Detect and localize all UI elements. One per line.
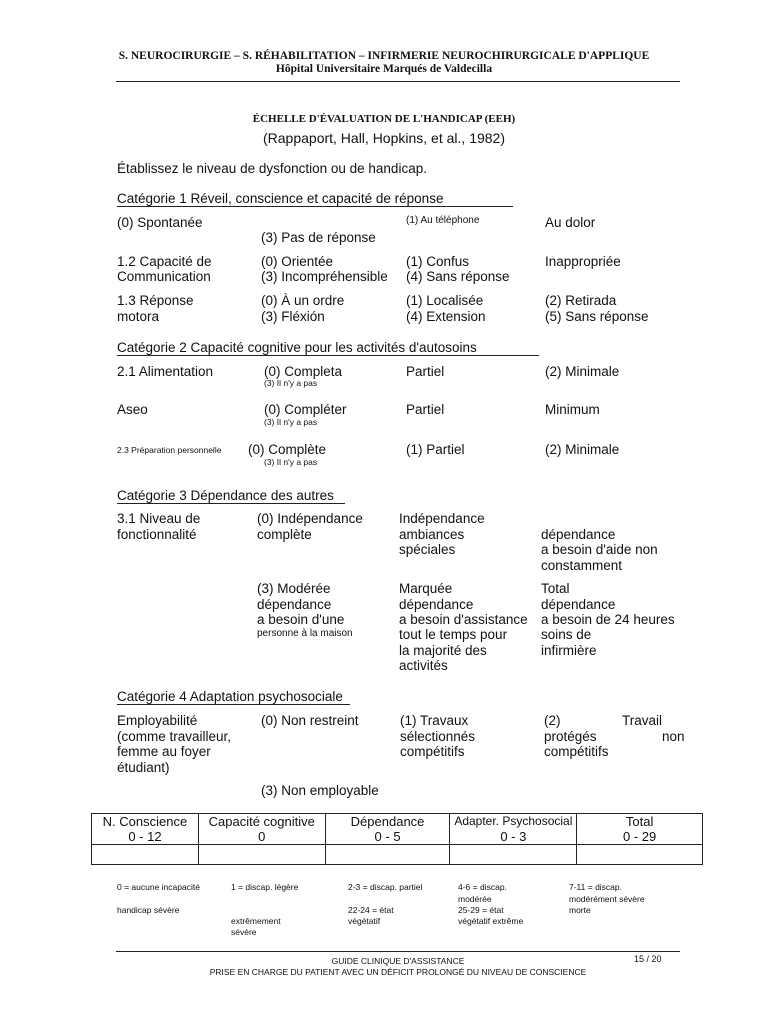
legend-11: 25-29 = état <box>458 905 504 915</box>
c3-b-3: spéciales <box>399 542 456 557</box>
c1-r3-c2: (5) Sans réponse <box>545 309 649 324</box>
c2-r1-a-sub: (3) Il n'y a pas <box>264 378 318 388</box>
c1-r2-a2: (3) Incompréhensible <box>261 269 388 284</box>
c4-label-2: (comme travailleur, <box>117 729 232 744</box>
category-1-underline <box>117 206 513 207</box>
c2-r3-label: 2.3 Préparation personnelle <box>117 445 222 455</box>
c4-c2a: protégés <box>544 729 597 744</box>
c2-r2-a: (0) Compléter <box>264 402 347 417</box>
c1-r3-label-1: 1.3 Réponse <box>117 293 194 308</box>
header-line-2: Hôpital Universitaire Marqués de Valdecilla <box>275 63 493 75</box>
c3-e-1: Marquée <box>399 581 453 596</box>
totals-header: Capacité cognitive <box>208 814 315 829</box>
category-3-heading: Catégorie 3 Dépendance des autres <box>117 488 334 503</box>
c2-r1-a: (0) Completa <box>264 364 343 379</box>
legend-4: extrêmement <box>231 916 281 926</box>
legend-10: modérée <box>458 894 492 904</box>
c2-r3-c: (2) Minimale <box>545 442 620 457</box>
totals-cell-total <box>577 814 703 845</box>
c4-a: (0) Non restreint <box>261 713 359 728</box>
c1-r1-c1: (0) Spontanée <box>117 215 203 230</box>
c3-e-3: a besoin d'assistance <box>399 612 528 627</box>
c4-c3: compétitifs <box>544 744 609 759</box>
c1-r2-b1: (1) Confus <box>406 254 470 269</box>
score-cell[interactable] <box>198 845 325 865</box>
c3-e-6: activités <box>399 658 448 673</box>
score-cell[interactable] <box>92 845 199 865</box>
c3-b-1: Indépendance <box>399 511 485 526</box>
intro-text: Établissez le niveau de dysfonction ou de handicap. <box>117 161 427 176</box>
c2-r2-label: Aseo <box>117 402 148 417</box>
header-line-1: S. NEUROCIRURGIE – S. RÉHABILITATION – INFIRMERIE NEUROCHIRURGICALE D'APPLIQUE <box>118 50 650 62</box>
c2-r3-b: (1) Partiel <box>406 442 465 457</box>
c1-r2-c1: Inappropriée <box>545 254 621 269</box>
legend-12: végétatif extrême <box>458 916 524 926</box>
c3-f-5: infirmière <box>541 643 597 658</box>
totals-header: N. Conscience <box>102 814 188 829</box>
c2-r3-a-sub: (3) Il n'y a pas <box>264 457 318 467</box>
totals-header: Dépendance <box>350 814 425 829</box>
c4-d: (3) Non employable <box>261 783 379 798</box>
totals-cell-cognitive <box>198 814 325 845</box>
footer-rule <box>116 951 680 952</box>
c1-r3-label-2: motora <box>117 309 160 324</box>
c2-r1-label: 2.1 Alimentation <box>117 364 214 379</box>
legend-6: 2-3 = discap. partiel <box>348 882 423 892</box>
c4-b-2: sélectionnés <box>400 729 476 744</box>
legend-1: 0 = aucune incapacité <box>117 882 200 892</box>
score-cell[interactable] <box>577 845 703 865</box>
c3-c-3: constamment <box>541 558 623 573</box>
c1-r2-label-2: Communication <box>117 269 211 284</box>
c4-c1a: (2) <box>544 713 561 728</box>
legend-8: végétatif <box>348 916 381 926</box>
c4-b-1: (1) Travaux <box>400 713 469 728</box>
c2-r2-a-sub: (3) Il n'y a pas <box>264 417 318 427</box>
c3-b-2: ambiances <box>399 527 465 542</box>
c3-d-3: a besoin d'une <box>257 612 345 627</box>
c4-c2b: non <box>662 729 685 744</box>
c4-c1b: Travail <box>622 713 663 728</box>
c4-label-4: étudiant) <box>117 760 170 775</box>
c3-d-1: (3) Modérée <box>257 581 331 596</box>
header-rule <box>116 81 680 82</box>
totals-header: Adapter. Psychosocial <box>454 814 573 828</box>
c1-r1-c3: (1) Au téléphone <box>406 215 480 226</box>
category-4-heading: Catégorie 4 Adaptation psychosociale <box>117 689 343 704</box>
c3-e-4: tout le temps pour <box>399 627 508 642</box>
c1-r1-c2: (3) Pas de réponse <box>261 230 376 245</box>
totals-cell-conscience <box>92 814 199 845</box>
c3-d-2: dépendance <box>257 597 332 612</box>
c2-r2-b: Partiel <box>406 402 445 417</box>
legend-3: 1 = discap. légère <box>231 882 299 892</box>
c1-r3-b2: (4) Extension <box>406 309 486 324</box>
footer-line-2: PRISE EN CHARGE DU PATIENT AVEC UN DÉFICIT PROLONGÉ DU NIVEAU DE CONSCIENCE <box>209 967 587 977</box>
c2-r1-b: Partiel <box>406 364 445 379</box>
legend-7: 22-24 = état <box>348 905 394 915</box>
c1-r3-a1: (0) À un ordre <box>261 293 345 308</box>
c3-label-1: 3.1 Niveau de <box>117 511 201 526</box>
totals-cell-dependance <box>325 814 450 845</box>
document-title: ÉCHELLE D'ÉVALUATION DE L'HANDICAP (EEH) <box>252 113 516 125</box>
c3-a-2: complète <box>257 527 312 542</box>
c3-a-1: (0) Indépendance <box>257 511 363 526</box>
legend-14: modérément sévère <box>569 894 645 904</box>
c3-f-3: a besoin de 24 heures <box>541 612 675 627</box>
c3-f-4: soins de <box>541 627 592 642</box>
legend-9: 4-6 = discap. <box>458 882 507 892</box>
category-4-underline <box>117 704 350 705</box>
c1-r3-b1: (1) Localisée <box>406 293 484 308</box>
c3-f-1: Total <box>541 581 570 596</box>
legend-2: handicap sévère <box>117 905 180 915</box>
c1-r2-b2: (4) Sans réponse <box>406 269 510 284</box>
score-cell[interactable] <box>450 845 577 865</box>
category-3-underline <box>117 503 345 504</box>
totals-range: 0 <box>258 829 266 844</box>
page-number: 15 / 20 <box>634 954 662 964</box>
footer-line-1: GUIDE CLINIQUE D'ASSISTANCE <box>331 956 465 966</box>
c4-label-1: Employabilité <box>117 713 198 728</box>
c4-b-3: compétitifs <box>400 744 465 759</box>
c2-r3-a: (0) Complète <box>248 442 327 457</box>
totals-range: 0 - 3 <box>500 829 527 844</box>
legend-5: sévère <box>231 927 257 937</box>
totals-header: Total <box>625 814 654 829</box>
legend-13: 7-11 = discap. <box>569 882 623 892</box>
document-subtitle: (Rappaport, Hall, Hopkins, et al., 1982) <box>262 130 505 146</box>
c1-r3-a2: (3) Fléxión <box>261 309 325 324</box>
c4-label-3: femme au foyer <box>117 744 211 759</box>
category-2-underline <box>117 355 539 356</box>
c1-r1-c4: Au dolor <box>545 215 596 230</box>
totals-range: 0 - 5 <box>374 829 401 844</box>
c3-c-2: a besoin d'aide non <box>541 542 658 557</box>
c2-r2-c: Minimum <box>545 402 600 417</box>
legend-15: morte <box>569 905 591 915</box>
category-2-heading: Catégorie 2 Capacité cognitive pour les activités d'autosoins <box>117 340 477 355</box>
totals-range: 0 - 29 <box>623 829 657 844</box>
c1-r2-label-1: 1.2 Capacité de <box>117 254 212 269</box>
c3-label-2: fonctionnalité <box>117 527 197 542</box>
c3-d-sub: personne à la maison <box>257 628 353 639</box>
category-1-heading: Catégorie 1 Réveil, conscience et capacité de réponse <box>117 191 444 206</box>
c1-r2-a1: (0) Orientée <box>261 254 334 269</box>
c3-f-2: dépendance <box>541 597 616 612</box>
c3-e-5: la majorité des <box>399 643 487 658</box>
c1-r3-c1: (2) Retirada <box>545 293 617 308</box>
c3-c-1: dépendance <box>541 527 616 542</box>
totals-range: 0 - 12 <box>128 829 162 844</box>
totals-cell-psychosocial <box>450 814 577 845</box>
score-cell[interactable] <box>325 845 450 865</box>
c2-r1-c: (2) Minimale <box>545 364 620 379</box>
totals-table <box>91 813 703 865</box>
c3-e-2: dépendance <box>399 597 474 612</box>
